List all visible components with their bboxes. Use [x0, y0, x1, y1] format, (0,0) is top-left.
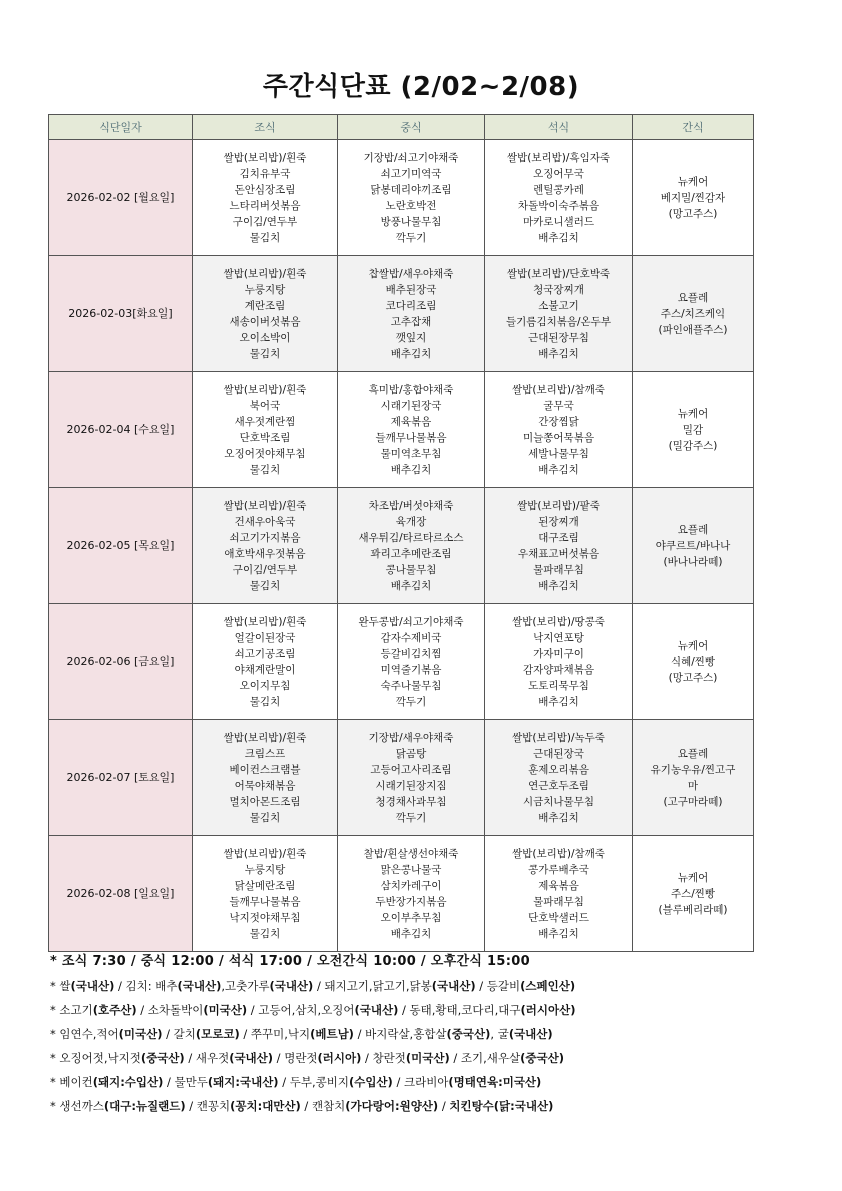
date-cell: 2026-02-06 [금요일]: [49, 604, 193, 720]
menu-item: 감자양파채볶음: [522, 663, 594, 676]
origin-country: (중국산): [446, 1027, 491, 1041]
weekly-menu-table: [48, 114, 754, 952]
origin-country: (가다랑어:원양산): [345, 1099, 439, 1113]
menu-item: (파인애플주스): [658, 323, 728, 336]
menu-item: 얼갈이된장국: [234, 631, 296, 644]
dinner-cell: [485, 836, 633, 952]
snack-cell: [633, 140, 754, 256]
menu-item: 배추김치: [538, 811, 579, 824]
origin-country: (국내산): [354, 1003, 399, 1017]
note-text: * 쌀: [50, 979, 71, 993]
menu-item: 깻잎지: [395, 331, 427, 344]
menu-item: 훈제오리볶음: [528, 763, 589, 776]
menu-item: 단호박조림: [239, 431, 291, 444]
table-row: [49, 140, 754, 256]
note-text: / 창란젓: [361, 1051, 406, 1065]
note-text: / 갈치: [162, 1027, 196, 1041]
menu-item: 들깨무나물볶음: [229, 895, 301, 908]
header-snack: 간식: [633, 115, 754, 140]
menu-item: 코다리조림: [385, 299, 437, 312]
menu-item: 우채표고버섯볶음: [517, 547, 600, 560]
menu-item: 새송이버섯볶음: [229, 315, 301, 328]
menu-item: 쌀밥(보리밥)/흰죽: [223, 499, 307, 512]
menu-item: 렌틸콩카레: [533, 183, 584, 196]
menu-item: 야채계란말이: [234, 663, 296, 676]
menu-item: 마카로니샐러드: [522, 215, 594, 228]
menu-item: 배추김치: [538, 347, 579, 360]
origin-note: [50, 974, 810, 998]
origin-country: (수입산): [348, 1075, 393, 1089]
note-text: / 캔꽁치: [185, 1099, 231, 1113]
origin-country: (국내산): [431, 979, 476, 993]
menu-item: 배추김치: [390, 463, 432, 476]
menu-item: 요플레: [677, 523, 709, 536]
menu-item: 느타리버섯볶음: [229, 199, 301, 212]
table-row: [49, 836, 754, 952]
origin-country: (중국산): [520, 1051, 564, 1065]
menu-item: 낙지젓야채무침: [229, 911, 301, 924]
menu-item: 쌀밥(보리밥)/흰죽: [223, 267, 307, 280]
menu-item: 배추된장국: [385, 283, 437, 296]
note-text: / 돼지고기,닭고기,닭봉: [313, 979, 432, 993]
header-dinner: 석식: [485, 115, 633, 140]
menu-item: 야쿠르트/바나나: [655, 539, 731, 552]
notes-section: [50, 950, 810, 1118]
menu-item: 배추김치: [538, 579, 579, 592]
breakfast-cell: [193, 256, 338, 372]
note-text: , 굴: [490, 1027, 509, 1041]
menu-item: 청경채사과무침: [375, 795, 447, 808]
origin-country: (국내산): [269, 979, 314, 993]
breakfast-cell: [193, 372, 338, 488]
note-text: / 김치: 배추: [114, 979, 178, 993]
menu-item: 주스/찐빵: [670, 887, 716, 900]
lunch-cell: [338, 488, 485, 604]
note-text: / 동태,황태,코다리,대구: [398, 1003, 521, 1017]
menu-item: 쌀밥(보리밥)/팥죽: [517, 499, 600, 512]
menu-item: 낙지연포탕: [533, 631, 584, 644]
menu-item: 된장찌개: [538, 515, 579, 528]
origin-country: (중국산): [140, 1051, 185, 1065]
menu-item: 쌀밥(보리밥)/녹두죽: [512, 731, 605, 744]
menu-item: 물김치: [249, 927, 281, 940]
note-text: / 캔참치: [300, 1099, 346, 1113]
menu-item: 오이지무침: [239, 679, 291, 692]
menu-item: 배추김치: [538, 927, 579, 940]
lunch-cell: [338, 140, 485, 256]
menu-item: 쇠고기미역국: [380, 167, 442, 180]
menu-item: 닭봉데리야끼조림: [370, 183, 452, 196]
menu-item: 베지밀/찐감자: [660, 191, 726, 204]
origin-country: (베트남): [310, 1027, 354, 1041]
origin-country: (돼지:국내산): [207, 1075, 279, 1089]
menu-item: 차조밥/버섯야채죽: [368, 499, 454, 512]
page-title: 주간식단표 (2/02~2/08): [262, 72, 580, 102]
origin-note: [50, 1070, 810, 1094]
snack-cell: [633, 372, 754, 488]
menu-item: 시래기된장국: [380, 399, 442, 412]
header-row: [49, 115, 754, 140]
menu-item: 배추김치: [538, 463, 579, 476]
menu-item: 찰밥/흰살생선야채죽: [363, 847, 459, 860]
lunch-cell: [338, 836, 485, 952]
dinner-cell: [485, 140, 633, 256]
menu-item: 밀감: [682, 423, 704, 436]
origin-country: (모로코): [195, 1027, 240, 1041]
menu-item: 미역줄기볶음: [380, 663, 442, 676]
menu-item: 뉴케어: [677, 407, 709, 420]
menu-item: 꽈리고추메란조림: [370, 547, 452, 560]
table-row: [49, 488, 754, 604]
menu-item: 닭살메란조림: [234, 879, 296, 892]
dinner-cell: [485, 720, 633, 836]
origin-country: (꽁치:대만산): [230, 1099, 301, 1113]
menu-item: 깍두기: [395, 811, 427, 824]
origin-country: (국내산): [177, 979, 222, 993]
menu-item: 베이컨스크램블: [229, 763, 301, 776]
menu-item: 배추김치: [538, 695, 579, 708]
menu-item: 뉴케어: [677, 175, 709, 188]
menu-item: 시금치나물무침: [522, 795, 594, 808]
menu-item: 계란조림: [244, 299, 286, 312]
lunch-cell: [338, 256, 485, 372]
menu-item: 연근호두조림: [528, 779, 589, 792]
menu-item: 배추김치: [390, 579, 432, 592]
menu-item: 새우젓계란찜: [234, 415, 296, 428]
menu-item: 근대된장국: [533, 747, 584, 760]
header-date: 식단일자: [49, 115, 193, 140]
menu-item: 유기농우유/찐고구: [650, 763, 736, 776]
note-text: / 두부,콩비지: [278, 1075, 349, 1089]
menu-item: 쌀밥(보리밥)/흰죽: [223, 731, 307, 744]
menu-item: (블루베리라떼): [658, 903, 728, 916]
origin-country: (돼지:수입산): [92, 1075, 164, 1089]
origin-country: (미국산): [203, 1003, 248, 1017]
origin-country: (호주산): [92, 1003, 137, 1017]
menu-item: 쌀밥(보리밥)/흰죽: [223, 615, 307, 628]
menu-item: 삼치카레구이: [380, 879, 442, 892]
menu-item: (고구마라떼): [663, 795, 723, 808]
menu-item: 건새우아욱국: [234, 515, 296, 528]
table-row: [49, 256, 754, 372]
menu-item: 쇠고기공조림: [234, 647, 296, 660]
menu-item: 도토리묵무침: [528, 679, 589, 692]
menu-item: 닭곰탕: [395, 747, 427, 760]
menu-item: 누룽지탕: [244, 283, 286, 296]
snack-cell: [633, 720, 754, 836]
menu-item: 주스/치즈케익: [660, 307, 726, 320]
menu-item: 물파래무침: [533, 895, 584, 908]
header-breakfast: 조식: [193, 115, 338, 140]
origin-note: [50, 1094, 810, 1118]
menu-item: 어묵야채볶음: [234, 779, 296, 792]
date-cell: 2026-02-03[화요일]: [49, 256, 193, 372]
date-cell: 2026-02-08 [일요일]: [49, 836, 193, 952]
note-text: / 명란젓: [273, 1051, 318, 1065]
menu-item: 배추김치: [538, 231, 579, 244]
menu-item: 간장찜닭: [538, 415, 579, 428]
note-text: ,고춧가루: [221, 979, 270, 993]
date-cell: 2026-02-07 [토요일]: [49, 720, 193, 836]
menu-item: 감자수제비국: [380, 631, 442, 644]
note-text: / 새우젓: [184, 1051, 230, 1065]
snack-cell: [633, 836, 754, 952]
menu-item: 뉴케어: [677, 871, 709, 884]
note-text: / 조기,새우살: [449, 1051, 521, 1065]
menu-item: 요플레: [677, 747, 709, 760]
snack-cell: [633, 488, 754, 604]
origin-country: (대구:뉴질랜드): [103, 1099, 186, 1113]
menu-item: 방풍나물무침: [380, 215, 442, 228]
menu-item: 두반장가지볶음: [375, 895, 447, 908]
breakfast-cell: [193, 488, 338, 604]
note-text: / 쭈꾸미,낙지: [239, 1027, 311, 1041]
menu-item: 물김치: [249, 231, 281, 244]
menu-item: 북어국: [249, 399, 281, 412]
note-text: * 생선까스: [50, 1099, 104, 1113]
menu-item: 기장밥/새우야채죽: [368, 731, 454, 744]
header-lunch: 중식: [338, 115, 485, 140]
menu-item: 고등어고사리조림: [370, 763, 452, 776]
menu-item: 완두콩밥/쇠고기야채죽: [358, 615, 464, 628]
origin-note: [50, 998, 810, 1022]
origin-country: (러시아산): [520, 1003, 576, 1017]
note-text: / 크라비아: [392, 1075, 449, 1089]
menu-item: 깍두기: [395, 231, 427, 244]
origin-country: (국내산): [70, 979, 115, 993]
menu-item: 물파래무침: [533, 563, 584, 576]
menu-item: 들기름김치볶음/온두부: [506, 315, 611, 328]
menu-item: 근대된장무침: [528, 331, 589, 344]
date-cell: 2026-02-04 [수요일]: [49, 372, 193, 488]
menu-item: 쇠고기가지볶음: [229, 531, 301, 544]
menu-item: 소불고기: [538, 299, 579, 312]
menu-item: 제육볶음: [538, 879, 579, 892]
dinner-cell: [485, 256, 633, 372]
origin-country: (스페인산): [520, 979, 576, 993]
menu-item: 노란호박전: [385, 199, 437, 212]
menu-item: 쌀밥(보리밥)/흑임자죽: [506, 151, 611, 164]
menu-item: (밀감주스): [668, 439, 718, 452]
menu-item: 구이김/연두부: [232, 563, 298, 576]
note-text: * 베이컨: [50, 1075, 93, 1089]
menu-item: 식혜/찐빵: [670, 655, 716, 668]
menu-item: 깍두기: [395, 695, 427, 708]
note-text: / 물만두: [163, 1075, 208, 1089]
dinner-cell: [485, 604, 633, 720]
menu-body: [49, 140, 754, 952]
origin-country: (국내산): [229, 1051, 274, 1065]
note-text: /: [438, 1099, 450, 1113]
menu-item: 대구조림: [538, 531, 579, 544]
origin-notes: [50, 974, 810, 1118]
menu-item: 미늘쫑어묵볶음: [522, 431, 594, 444]
menu-item: (바나나라떼): [663, 555, 723, 568]
breakfast-cell: [193, 604, 338, 720]
menu-item: 쌀밥(보리밥)/흰죽: [223, 151, 307, 164]
menu-item: 물미역초무침: [380, 447, 442, 460]
table-row: [49, 372, 754, 488]
note-text: * 소고기: [50, 1003, 93, 1017]
menu-item: 물김치: [249, 463, 281, 476]
breakfast-cell: [193, 720, 338, 836]
origin-country: (미국산): [118, 1027, 163, 1041]
menu-item: 맑은콩나물국: [380, 863, 442, 876]
menu-item: 애호박새우젓볶음: [224, 547, 306, 560]
origin-country: (미국산): [405, 1051, 450, 1065]
menu-item: 오징어무국: [533, 167, 584, 180]
menu-item: 청국장찌개: [533, 283, 584, 296]
menu-item: 쌀밥(보리밥)/단호박죽: [506, 267, 611, 280]
breakfast-cell: [193, 836, 338, 952]
menu-item: 오이소박이: [239, 331, 291, 344]
note-text: * 오징어젓,낙지젓: [50, 1051, 141, 1065]
menu-item: 기장밥/쇠고기야채죽: [363, 151, 459, 164]
menu-item: 오이부추무침: [380, 911, 442, 924]
menu-item: 콩나물무침: [385, 563, 437, 576]
breakfast-cell: [193, 140, 338, 256]
menu-item: 찹쌀밥/새우야채죽: [368, 267, 454, 280]
date-cell: 2026-02-05 [목요일]: [49, 488, 193, 604]
menu-item: 시래기된장지짐: [375, 779, 447, 792]
menu-item: (망고주스): [668, 207, 718, 220]
note-text: / 등갈비: [475, 979, 521, 993]
menu-item: 김치유부국: [239, 167, 291, 180]
menu-item: 물김치: [249, 695, 281, 708]
menu-item: 육개장: [395, 515, 427, 528]
menu-item: 흑미밥/홍합야채죽: [368, 383, 454, 396]
menu-item: 오징어젓야채무침: [224, 447, 306, 460]
note-text: / 소차돌박이: [136, 1003, 204, 1017]
origin-country: 치킨탕수(닭:국내산): [449, 1099, 554, 1113]
lunch-cell: [338, 604, 485, 720]
lunch-cell: [338, 372, 485, 488]
origin-country: (명태연육:미국산): [448, 1075, 542, 1089]
menu-item: 가자미구이: [533, 647, 584, 660]
menu-item: 쌀밥(보리밥)/참깨죽: [512, 383, 605, 396]
menu-item: 마: [687, 779, 699, 792]
note-text: / 바지락살,홍합살: [353, 1027, 447, 1041]
menu-item: 콩가루배추국: [528, 863, 589, 876]
menu-item: 단호박샐러드: [528, 911, 589, 924]
menu-item: 차돌박이숙주볶음: [517, 199, 600, 212]
menu-item: 누룽지탕: [244, 863, 286, 876]
menu-item: 크림스프: [244, 747, 286, 760]
menu-item: 쌀밥(보리밥)/흰죽: [223, 847, 307, 860]
menu-item: 고추잡채: [390, 315, 432, 328]
menu-item: 등갈비김치찜: [380, 647, 442, 660]
menu-item: 배추김치: [390, 927, 432, 940]
menu-item: 돈안심장조림: [234, 183, 296, 196]
menu-item: 쌀밥(보리밥)/참깨죽: [512, 847, 605, 860]
menu-item: 쌀밥(보리밥)/흰죽: [223, 383, 307, 396]
meal-times: * 조식 7:30 / 중식 12:00 / 석식 17:00 / 오전간식 10:00 / 오후간식 15:00: [50, 954, 530, 969]
menu-item: 물김치: [249, 579, 281, 592]
dinner-cell: [485, 372, 633, 488]
menu-item: 굴무국: [543, 399, 574, 412]
menu-item: 구이김/연두부: [232, 215, 298, 228]
date-cell: 2026-02-02 [월요일]: [49, 140, 193, 256]
menu-item: 들깨무나물볶음: [375, 431, 447, 444]
note-text: * 임연수,적어: [50, 1027, 119, 1041]
origin-country: (국내산): [508, 1027, 553, 1041]
menu-item: 물김치: [249, 811, 281, 824]
menu-item: 제육볶음: [390, 415, 432, 428]
menu-item: 물김치: [249, 347, 281, 360]
origin-country: (러시아): [317, 1051, 362, 1065]
menu-item: 요플레: [677, 291, 709, 304]
table-row: [49, 720, 754, 836]
menu-item: 숙주나물무침: [380, 679, 442, 692]
menu-item: 새우튀김/타르타르소스: [358, 531, 464, 544]
menu-item: 배추김치: [390, 347, 432, 360]
menu-item: (망고주스): [668, 671, 718, 684]
table-row: [49, 604, 754, 720]
lunch-cell: [338, 720, 485, 836]
menu-item: 쌀밥(보리밥)/땅콩죽: [512, 615, 605, 628]
origin-note: [50, 1046, 810, 1070]
snack-cell: [633, 256, 754, 372]
snack-cell: [633, 604, 754, 720]
origin-note: [50, 1022, 810, 1046]
menu-item: 세발나물무침: [528, 447, 589, 460]
menu-item: 뉴케어: [677, 639, 709, 652]
note-text: / 고등어,삼치,오징어: [247, 1003, 355, 1017]
dinner-cell: [485, 488, 633, 604]
menu-item: 멸치아몬드조림: [229, 795, 301, 808]
